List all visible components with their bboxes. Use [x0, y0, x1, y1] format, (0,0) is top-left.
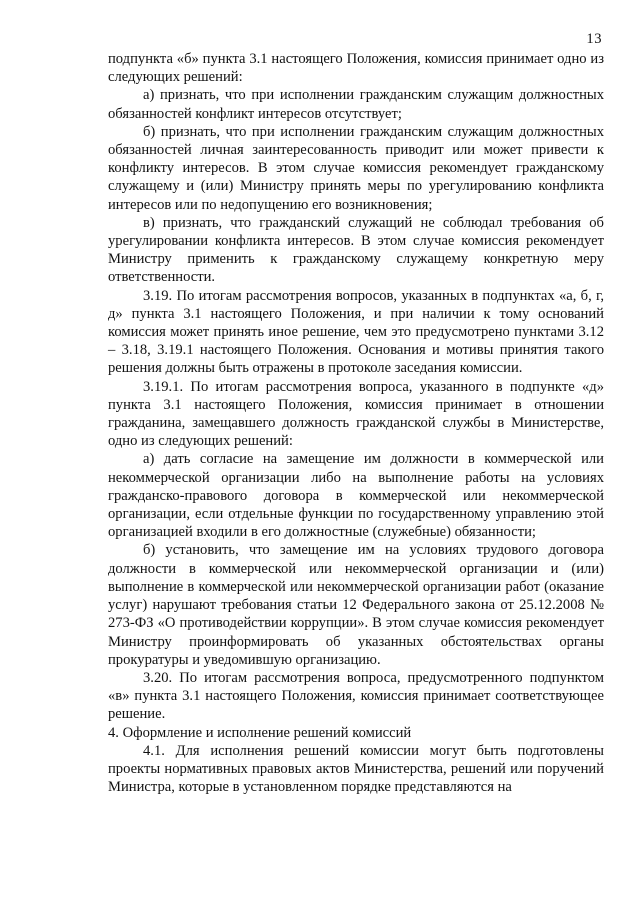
paragraph-option-b: б) признать, что при исполнении гражданским служащим должностных обязанностей личная заинтересованность приводит или может привести к конфликту интересов. В этом случае комиссия рекомендует гражданскому служащему и (или) Министру принять меры по урегулированию конфликта интересов или по недопущению его возникновения; [108, 123, 604, 213]
paragraph-option-a: а) признать, что при исполнении гражданским служащим должностных обязанностей конфликт интересов отсутствует; [108, 87, 604, 122]
section-heading: 4. Оформление и исполнение решений комиссий [108, 724, 412, 741]
paragraph-4-1: 4.1. Для исполнения решений комиссии могут быть подготовлены проекты нормативных правовых актов Министерства, решений или поручений Министра, которые в установленном порядке представляются на [108, 742, 604, 796]
paragraph-3-19: 3.19. По итогам рассмотрения вопросов, указанных в подпунктах «а, б, г, д» пункта 3.1 настоящего Положения, и при наличии к тому оснований комиссия может принять иное решение, чем это предусмотрено пунктами 3.12 – 3.18, 3.19.1 настоящего Положения. Основания и мотивы принятия такого решения должны быть отражены в протоколе заседания комиссии. [108, 287, 604, 377]
document-body [108, 50, 604, 796]
paragraph-3-19-1-option-a: а) дать согласие на замещение им должности в коммерческой или некоммерческой организации либо на выполнение работы на условиях гражданско-правового договора в коммерческой или некоммерческой организации, если отдельные функции по государственному управлению этой организацией входили в его должностные (служебные) обязанности; [108, 451, 604, 541]
paragraph-continuation: подпункта «б» пункта 3.1 настоящего Положения, комиссия принимает одно из следующих решений: [108, 51, 604, 86]
paragraph-option-v: в) признать, что гражданский служащий не соблюдал требования об урегулировании конфликта интересов. В этом случае комиссия рекомендует Министру применить к гражданскому служащему конкретную меру ответственности. [108, 214, 604, 286]
paragraph-3-19-1-option-b: б) установить, что замещение им на условиях трудового договора должности в коммерческой или некоммерческой организации и (или) выполнение в коммерческой или некоммерческой организации работ (оказание услуг) нарушают требования статьи 12 Федерального закона от 25.12.2008 № 273-ФЗ «О противодействии коррупции». В этом случае комиссия рекомендует Министру проинформировать об указанных обстоятельствах органы прокуратуры и уведомившую организацию. [108, 542, 604, 668]
paragraph-3-19-1: 3.19.1. По итогам рассмотрения вопроса, указанного в подпункте «д» пункта 3.1 настоящего Положения, комиссия принимает в отношении гражданина, замещавшего должность гражданской службы в Министерстве, одно из следующих решений: [108, 378, 604, 450]
paragraph-3-20: 3.20. По итогам рассмотрения вопроса, предусмотренного подпунктом «в» пункта 3.1 настоящего Положения, комиссия принимает соответствующее решение. [108, 669, 604, 723]
page-number: 13 [586, 31, 602, 47]
